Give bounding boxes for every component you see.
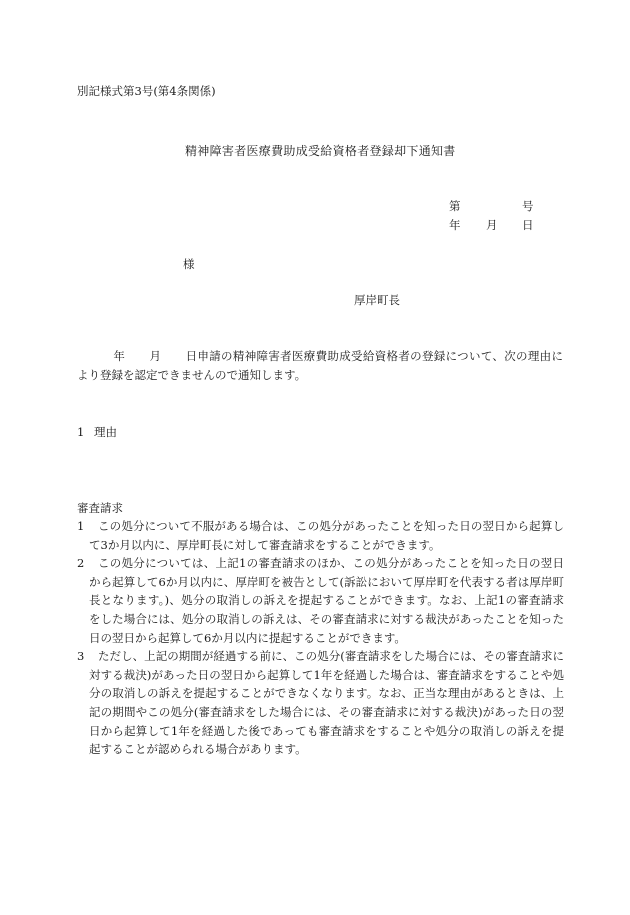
date-year-label: 年: [449, 218, 461, 232]
appeal-item: [77, 554, 564, 647]
form-number: 別記様式第3号(第4条関係): [77, 84, 216, 98]
notice-paragraph-text: 日申請の精神障害者医療費助成受給資格者の登録について、次の理由により登録を認定できませんので通知します。: [77, 349, 563, 382]
appeal-item-text: この処分について不服がある場合は、この処分があったことを知った日の翌日から起算して3か月以内に、厚岸町長に対して審査請求をすることができます。: [89, 519, 564, 552]
appeal-item: [77, 517, 564, 554]
appeal-item-text: この処分については、上記1の審査請求のほか、この処分があったことを知った日の翌日から起算して6か月以内に、厚岸町を被告として(訴訟において厚岸町を代表する者は厚岸町長となります。)、処分の取消しの訴えを提起することができます。なお、上記1の審査請求をした場合には、処分の取消しの訴えは、その審査請求に対する裁決があったことを知った日の翌日から起算して6か月以内に提起することができます。: [89, 556, 564, 645]
issuer-name: 厚岸町長: [354, 293, 400, 307]
appeal-item-text: ただし、上記の期間が経過する前に、この処分(審査請求をした場合には、その審査請求に対する裁決)があった日の翌日から起算して1年を経過した場合は、審査請求をすることや処分の取消しの訴えを提起することができなくなります。なお、正当な理由があるときは、上記の期間やこの処分(審査請求をした場合には、その審査請求に対する裁決)があった日の翌日から起算して1年を経過した後であっても審査請求をすることや処分の取消しの訴えを提起することが認められる場合があります。: [89, 649, 564, 757]
appeal-list: [77, 517, 564, 759]
reason-section-heading: [77, 424, 117, 440]
addressee-suffix: 様: [183, 257, 195, 271]
appeal-item-number: 1: [77, 519, 85, 533]
page-title: 精神障害者医療費助成受給資格者登録却下通知書: [185, 144, 456, 158]
application-month-label: 月: [149, 349, 162, 363]
date-month-label: 月: [486, 218, 498, 232]
appeal-heading: 審査請求: [77, 501, 123, 515]
appeal-item-number: 3: [77, 649, 85, 664]
reason-section-number: 1: [77, 425, 85, 439]
document-number-suffix: 号: [522, 199, 534, 213]
notice-paragraph: [77, 347, 563, 385]
document-number-prefix: 第: [449, 199, 461, 213]
date-day-label: 日: [522, 218, 534, 232]
application-year-label: 年: [113, 349, 126, 363]
reason-section-label: 理由: [94, 425, 117, 439]
appeal-item: [77, 647, 564, 759]
appeal-item-number: 2: [77, 556, 85, 571]
